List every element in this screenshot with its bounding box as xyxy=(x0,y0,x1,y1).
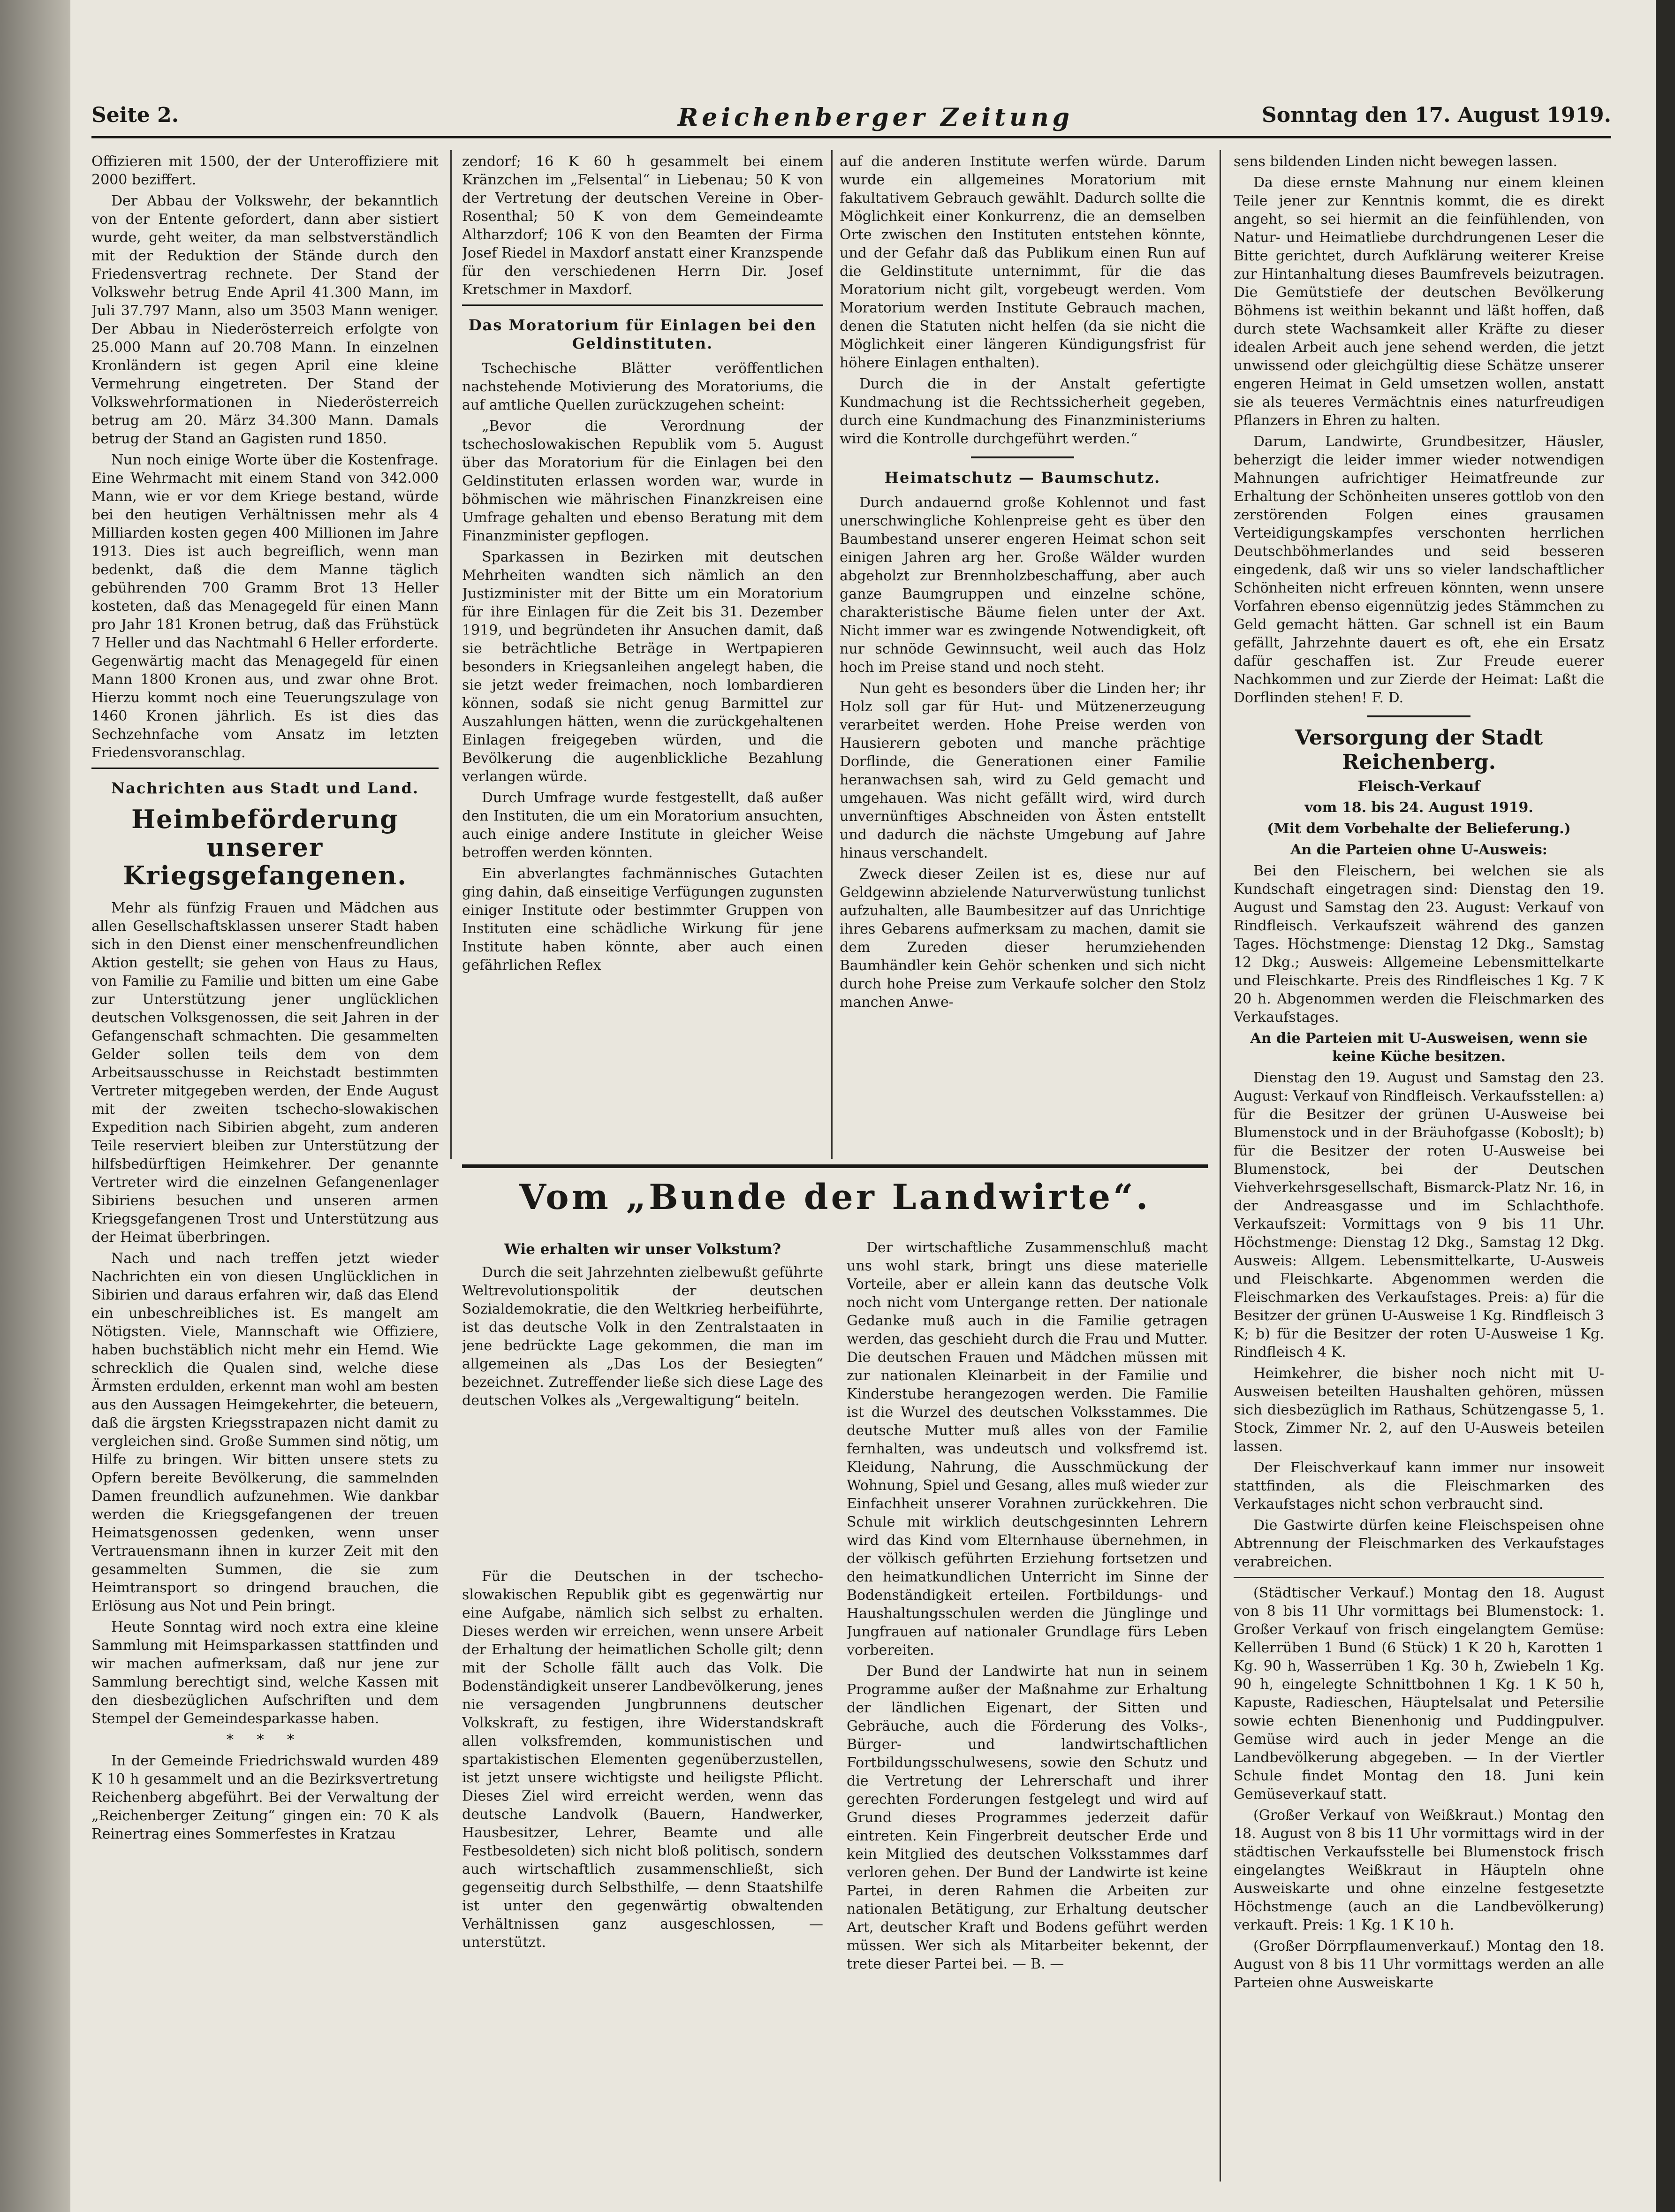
column-3 xyxy=(840,152,1205,1161)
paragraph: (Städtischer Verkauf.) Montag den 18. August von 8 bis 11 Uhr vormittags bei Blumenstock: 1. Großer Verkauf von frisch eingelangtem Gemüse: Kellerrüben 1 Bund (6 Stück) 1 K 20 h, Karotten 1 Kg. 90 h, Wasserrüben 1 Kg. 30 h, Zwiebeln 1 Kg. 90 h, eingelegte Schnittbohnen 1 Kg. 1 K 50 h, Kapuste, Radieschen, Häuptelsalat und Petersilie sowie echten Bienenhonig und Puddingpulver. Gemüse wird auch in jeder Menge an die Landbevölkerung abgegeben. — In der Viertler Schule findet Montag den 18. Juni kein Gemüseverkauf statt. xyxy=(1234,1585,1604,1802)
section-rule xyxy=(971,456,1074,458)
section-rule xyxy=(462,304,823,306)
article-title: Das Moratorium für Einlagen bei den Geldinstituten. xyxy=(468,316,817,352)
blank-space xyxy=(462,1413,823,1567)
column-divider xyxy=(831,150,833,1159)
paragraph: (Großer Dörrpflaumenverkauf.) Montag den 18. August von 8 bis 11 Uhr vormittags werden an alle Parteien ohne Ausweiskarte xyxy=(1234,1938,1604,1991)
page-number: Seite 2. xyxy=(91,103,179,127)
section-rule xyxy=(1234,1577,1604,1578)
paragraph: Zweck dieser Zeilen ist es, diese nur auf Geldgewinn abzielende Naturverwüstung tunlichst aufzuhalten, alle Baumbesitzer auf das Unrichtige ihres Gebarens aufmerksam zu machen, damit sie dem Zureden dieser herumziehenden Baumhändler kein Gehör schenken und sich nicht durch hohe Preise zum Verkaufe solcher den Stolz manchen Anwe- xyxy=(840,866,1205,1011)
paragraph: Darum, Landwirte, Grundbesitzer, Häusler, beherzigt die leider immer wieder notwendigen Mahnungen aufrichtiger Heimatfreunde zur Erhaltung der Schönheiten unseres gottlob von den zerstörenden Folgen eines grausamen Verteidigungskampfes verschonten herrlichen Deutschböhmerlandes und seid besseren eingedenk, daß wir uns so vieler landschaftlicher Schönheiten nicht erfreuen könnten, wenn unsere Vorfahren ebenso eigennützig jedes Stämmchen zu Geld gemacht hätten. Gar schnell ist ein Baum gefällt, Jahrzehnte dauert es oft, ehe ein Ersatz dafür geschaffen ist. Zur Freude euerer Nachkommen und zur Zierde der Heimat: Laßt die Dorflinden stehen! F. D. xyxy=(1234,433,1604,706)
column-divider xyxy=(450,150,452,1159)
paragraph: zendorf; 16 K 60 h gesammelt bei einem Kränzchen im „Felsental“ in Liebenau; 50 K von der Vertretung der deutschen Vereine in Ober-Rosenthal; 50 K von dem Gemeindeamte Altharzdorf; 106 K von den Beamten der Firma Josef Riedel in Maxdorf anstatt einer Kranzspende für den verschiedenen Herrn Dir. Josef Kretschmer in Maxdorf. xyxy=(462,153,823,298)
banner-right-column xyxy=(847,1239,1208,2177)
paragraph: (Großer Verkauf von Weißkraut.) Montag den 18. August von 8 bis 11 Uhr vormittags wird in der städtischen Verkaufsstelle bei Blumenstock frisch eingelangtes Weißkraut in Häupteln ohne Ausweiskarte und ohne einzelne festgesetzte Höchstmenge (auch an die Landbevölkerung) verkauft. Preis: 1 Kg. 1 K 10 h. xyxy=(1234,1807,1604,1933)
paragraph: Der Bund der Landwirte hat nun in seinem Programme außer der Maßnahme zur Erhaltung der ländlichen Eigenart, der Sitten und Gebräuche, auch die Förderung des Volks-, Bürger- und landwirtschaftlichen Fortbildungsschulwesens, sowie den Schutz und die Vertretung der Lehrerschaft und ihrer gerechten Forderungen festgelegt und wird auf Grund dieses Programmes jederzeit dafür eintreten. Kein Fingerbreit deutscher Erde und kein Mitglied des deutschen Volksstammes darf verloren gehen. Der Bund der Landwirte ist keine Partei, in deren Rahmen die Arbeiten zur nationalen Betätigung, zur Erhaltung deutscher Art, deutscher Kraft und Bodens geführt werden müssen. Wer sich als Mitarbeiter bekennt, der trete dieser Partei bei. — B. — xyxy=(847,1663,1208,1972)
subheading: vom 18. bis 24. August 1919. xyxy=(1304,799,1533,816)
paragraph: Sparkassen in Bezirken mit deutschen Mehrheiten wandten sich nämlich an den Justizminister mit der Bitte um ein Moratorium für ihre Einlagen für die Zeit bis 31. Dezember 1919, und begründeten ihr Ansuchen damit, daß sie beträchtliche Beträge in Wertpapieren besonders in Kriegsanleihen angelegt haben, die sie jetzt weder freimachen, noch lombardieren können, sodaß sie nicht genug Barmittel zur Auszahlungen hätten, wenn die zurückgehaltenen Einlagen freigegeben würden, und die Bevölkerung die augenblickliche Bezahlung verlangen würde. xyxy=(462,549,823,785)
paragraph: Nach und nach treffen jetzt wieder Nachrichten ein von diesen Unglücklichen in Sibirien und daraus erfahren wir, daß das Elend ein unbeschreibliches ist. Es mangelt am Nötigsten. Viele, Mannschaft wie Offiziere, haben buchstäblich nicht mehr ein Hemd. Wie schrecklich die Qualen sind, welche diese Ärmsten erdulden, erkennt man wohl am besten aus den Aussagen Heimgekehrter, die beteuern, daß die ärgsten Kriegsstrapazen nicht damit zu vergleichen sind. Große Summen sind nötig, um Hilfe zu bringen. Wir bitten unsere stets zu Opfern bereite Bevölkerung, die sammelnden Damen freundlich aufzunehmen. Wie dankbar werden die Kriegsgefangenen der treuen Heimatsgenossen gedenken, wenn unser Vertrauensmann ihnen in kurzer Zeit mit den gesammelten Summen, die sie zum Heimtransport so dringend brauchen, die Erlösung aus Not und Pein bringt. xyxy=(91,1250,439,1614)
paragraph: Nun geht es besonders über die Linden her; ihr Holz soll gar für Hut- und Mützenerzeugung verarbeitet werden. Hohe Preise werden von Hausierern geboten und manche prächtige Dorflinde, die Generationen einer Familie heranwachsen sah, wird zu Geld gemacht und umgehauen. Was nicht gefällt wird, wird durch unvernünftiges Abschneiden von Ästen entstellt und dadurch die nächste Umgebung auf Jahre hinaus verschandelt. xyxy=(840,680,1205,861)
article-title: Versorgung der Stadt Reichenberg. xyxy=(1295,726,1543,774)
section-rule xyxy=(91,768,439,769)
subheading: Fleisch-Verkauf xyxy=(1357,778,1480,795)
paragraph: Durch die seit Jahrzehnten zielbewußt geführte Weltrevolutionspolitik der deutschen Sozialdemokratie, die den Weltkrieg herbeiführte, ist das deutsche Volk in den Zentralstaaten in jene bedrückte Lage gekommen, die man im allgemeinen als „Das Los der Besiegten“ bezeichnet. Zutreffender ließe sich diese Lage des deutschen Volkes als „Vergewaltigung“ beiteln. xyxy=(462,1264,823,1409)
banner-left-column xyxy=(462,1239,823,2177)
paragraph: Tschechische Blätter veröffentlichen nachstehende Motivierung des Moratoriums, die auf amtliche Quellen zurückzugehen scheint: xyxy=(462,360,823,413)
subheading: An die Parteien ohne U-Ausweis: xyxy=(1290,842,1547,858)
paragraph: In der Gemeinde Friedrichswald wurden 489 K 10 h gesammelt und an die Bezirksvertretung Reichenberg abgeführt. Bei der Verwaltung der „Reichenberger Zeitung“ gingen ein: 70 K als Reinertrag eines Sommerfestes in Kratzau xyxy=(91,1753,439,1842)
issue-date: Sonntag den 17. August 1919. xyxy=(1261,103,1611,127)
column-1 xyxy=(91,152,439,2184)
paragraph: Bei den Fleischern, bei welchen sie als Kundschaft eingetragen sind: Dienstag den 19. August und Samstag den 23. August: Verkauf von Rindfleisch. Verkaufszeit während des ganzen Tages. Höchstmenge: Dienstag 12 Dkg., Samstag 12 Dkg.; Ausweis: Allgemeine Lebensmittelkarte und Fleischkarte. Preis des Rindfleisches 1 Kg. 7 K 20 h. Abgenommen werden die Fleischmarken des Verkaufstages. xyxy=(1234,863,1604,1026)
paragraph: Durch andauernd große Kohlennot und fast unerschwingliche Kohlenpreise geht es über den Baumbestand unserer engeren Heimat schon seit einigen Jahren arg her. Große Wälder wurden abgeholzt zur Brennholzbeschaffung, aber auch ganze Baumgruppen und einzelne schöne, charakteristische Bäume fielen unter der Axt. Nicht immer war es zwingende Notwendigkeit, oft nur schnöde Gewinnsucht, weil auch das Holz hoch im Preise stand und noch steht. xyxy=(840,494,1205,676)
paragraph: Mehr als fünfzig Frauen und Mädchen aus allen Gesellschaftsklassen unserer Stadt haben sich in den Dienst einer menschenfreundlichen Aktion gestellt; sie gehen von Haus zu Haus, von Familie zu Familie und bitten um eine Gabe zur Unterstützung jener unglücklichen deutschen Volksgenossen, die seit Jahren in der Gefangenschaft schmachten. Die gesammelten Gelder sollen teils dem von dem Arbeitsausschusse in Reichstadt bestimmten Vertreter mitgegeben werden, der Ende August mit der zweiten tschecho-slowakischen Expedition nach Sibirien abgeht, zum anderen Teile reserviert bleiben zur Unterstützung der hilfsbedürftigen Heimkehrer. Der genannte Vertreter wird die einzelnen Gefangenenlager Sibiriens besuchen und unseren armen Kriegsgefangenen Trost und Unterstützung aus der Heimat überbringen. xyxy=(91,900,439,1246)
paragraph: „Bevor die Verordnung der tschechoslowakischen Republik vom 5. August über das Moratorium für die Einlagen bei den Geldinstituten erlassen worden war, wurde in böhmischen wie mährischen Finanzkreisen eine Umfrage gehalten und ebenso Beratung mit dem Finanzminister gepflogen. xyxy=(462,418,823,544)
subheading: An die Parteien mit U-Ausweisen, wenn sie keine Küche besitzen. xyxy=(1250,1030,1588,1065)
column-4 xyxy=(1234,152,1604,2184)
paragraph: Nun noch einige Worte über die Kostenfrage. Eine Wehrmacht mit einem Stand von 342.000 Mann, wie er vor dem Kriege bestand, würde bei den heutigen Verhältnissen mehr als 4 Milliarden kosten gegen 400 Millionen im Jahre 1913. Dies ist auch begreiflich, wenn man bedenkt, daß die dem Manne täglich gebührenden 700 Gramm Brot 13 Heller kosteten, daß das Menagegeld für einen Mann pro Jahr 181 Kronen betrug, daß das Frühstück 7 Heller und das Nachtmahl 6 Heller erforderte. Gegenwärtig macht das Menagegeld für einen Mann 1800 Kronen aus, und zwar ohne Brot. Hierzu kommt noch eine Teuerungszulage von 1460 Kronen jährlich. Es ist dies das Sechzehnfache vom Ansatz im letzten Friedensvoranschlag. xyxy=(91,452,439,761)
section-rule xyxy=(1367,715,1470,717)
paragraph: Da diese ernste Mahnung nur einem kleinen Teile jener zur Kenntnis kommt, die es direkt angeht, so sei hiermit an die feinfühlenden, von Natur- und Heimatliebe durchdrungenen Leser die Bitte gerichtet, durch Aufklärung weiterer Kreise zur Hintanhaltung dieses Baumfrevels beizutragen. Die Gemütstiefe der deutschen Bevölkerung Böhmens ist weithin bekannt und läßt hoffen, daß durch stete Wachsamkeit aller Kräfte zu dieser idealen Arbeit auch jene sehend werden, die jetzt unwissend oder gleichgültig diese Schätze unserer engeren Heimat in Geld umsetzen wollen, anstatt sie als teueres Vermächtnis eines naturfreudigen Pflanzers in Ehren zu halten. xyxy=(1234,175,1604,429)
column-2 xyxy=(462,152,823,1161)
paragraph: Die Gastwirte dürfen keine Fleischspeisen ohne Abtrennung der Fleischmarken des Verkaufstages verabreichen. xyxy=(1234,1517,1604,1570)
paragraph: Heimkehrer, die bisher noch nicht mit U-Ausweisen beteilten Haushalten gehören, müssen sich diesbezüglich im Rathaus, Schützengasse 5, 1. Stock, Zimmer Nr. 2, auf den U-Ausweis beteilen lassen. xyxy=(1234,1365,1604,1455)
banner-title: Vom „Bunde der Landwirte“. xyxy=(519,1177,1151,1217)
paragraph: Dienstag den 19. August und Samstag den 23. August: Verkauf von Rindfleisch. Verkaufsstellen: a) für die Besitzer der grünen U-Ausweise bei Blumenstock und in der Bräuhofgasse (Koboslt); b) für die Besitzer der roten U-Ausweise bei Blumenstock, bei der Deutschen Viehverkehrsgesellschaft, Bismarck-Platz Nr. 16, in der Andreasgasse und im Schlachthofe. Verkaufszeit: Vormittags von 9 bis 11 Uhr. Höchstmenge: Dienstag 12 Dkg., Samstag 12 Dkg. Ausweis: Allgem. Lebensmittelkarte, U-Ausweis und Fleischkarte. Abgenommen werden die Fleischmarken des Verkaufstages. Preis: a) für die Besitzer der grünen U-Ausweise 1 Kg. Rindfleisch 3 K; b) für die Besitzer der roten U-Ausweise 1 Kg. Rindfleisch 4 K. xyxy=(1234,1070,1604,1361)
paragraph: Heute Sonntag wird noch extra eine kleine Sammlung mit Heimsparkassen stattfinden und wir machen aufmerksam, daß nur jene zur Sammlung berechtigt sind, welche Kassen mit den diesbezüglichen Aufschriften und dem Stempel der Gemeindesparkasse haben. xyxy=(91,1619,439,1727)
paragraph: Der wirtschaftliche Zusammenschluß macht uns wohl stark, bringt uns diese materielle Vorteile, aber er allein kann das deutsche Volk noch nicht vom Untergange retten. Der nationale Gedanke muß auch in die Familie getragen werden, das geschieht durch die Frau und Mutter. Die deutschen Frauen und Mädchen müssen mit zur nationalen Kleinarbeit in der Familie und Kinderstube herangezogen werden. Die Familie ist die Wurzel des deutschen Volksstammes. Die deutsche Mutter muß alles von der Familie fernhalten, was undeutsch und volksfremd ist. Kleidung, Nahrung, die Ausschmückung der Wohnung, Spiel und Gesang, alles muß wieder zur Einfachheit unserer Vorahnen zurückkehren. Die Schule mit wirklich deutschgesinnten Lehrern wird das Kind vom Elternhause übernehmen, in der völkisch geführten Erziehung fortsetzen und den heimatkundlichen Unterricht im Sinne der Bodenständigkeit erteilen. Fortbildungs- und Haushaltungsschulen werden die Jünglinge und Jungfrauen auf nationaler Grundlage fürs Leben vorbereiten. xyxy=(847,1239,1208,1658)
article-subtitle: Wie erhalten wir unser Volkstum? xyxy=(504,1241,781,1258)
section-heading: Nachrichten aus Stadt und Land. xyxy=(111,779,419,797)
paragraph: sens bildenden Linden nicht bewegen lassen. xyxy=(1234,153,1558,170)
paragraph: Ein abverlangtes fachmännisches Gutachten ging dahin, daß einseitige Verfügungen zugunsten einiger Institute oder bestimmter Gruppen von Instituten eine schädliche Wirkung für jene Institute haben könnte, aber auch einen gefährlichen Reflex xyxy=(462,866,823,973)
scan-left-edge xyxy=(0,0,70,2212)
article-title: Heimbeförderung unserer Kriegsgefangenen. xyxy=(123,804,407,890)
paragraph: Durch die in der Anstalt gefertigte Kundmachung ist die Rechtssicherheit gegeben, durch eine Kundmachung des Finanzministeriums wird die Kontrolle durchgeführt werden.“ xyxy=(840,376,1205,447)
column-divider xyxy=(1220,150,1221,2182)
page-header xyxy=(91,94,1611,138)
article-bund-der-landwirte xyxy=(462,1168,1208,2182)
subheading: (Mit dem Vorbehalte der Belieferung.) xyxy=(1267,821,1571,837)
paragraph: Der Abbau der Volkswehr, der bekanntlich von der Entente gefordert, dann aber sistiert wurde, geht weiter, da man selbstverständlich mit der Reduktion der Stände durch den Friedensvertrag rechnete. Der Stand der Volkswehr betrug Ende April 41.300 Mann, im Juli 37.797 Mann, also um 3503 Mann weniger. Der Abbau in Niederösterreich erfolgte von 25.000 Mann auf 20.708 Mann. In einzelnen Kronländern ist gegen April eine kleine Vermehrung eingetreten. Der Stand der Volkswehrformationen in Niederösterreich betrug am 20. März 34.300 Mann. Damals betrug der Stand an Gagisten rund 1850. xyxy=(91,193,439,447)
paragraph: Für die Deutschen in der tschecho-slowakischen Republik gibt es gegenwärtig nur eine Aufgabe, nämlich sich selbst zu erhalten. Dieses werden wir erreichen, wenn unsere Arbeit der Erhaltung der heimatlichen Scholle gilt; denn mit der Scholle fällt auch das Volk. Die Bodenständigkeit unserer Landbevölkerung, jenes nie versagenden Jungbrunnens deutscher Volkskraft, zu festigen, ihre Widerstandskraft allen volksfremden, kommunistischen und spartakistischen Elementen gegenüberzustellen, ist jetzt unsere wichtigste und heiligste Pflicht. Dieses Ziel wird erreicht werden, wenn das deutsche Landvolk (Bauern, Handwerker, Hausbesitzer, Lehrer, Beamte und alle Festbesoldeten) sich nicht bloß politisch, sondern auch wirtschaftlich zusammenschließt, sich gegenseitig durch Selbsthilfe, — denn Staatshilfe ist unter den gegenwärtig obwaltenden Verhältnissen ganz ausgeschlossen, — unterstützt. xyxy=(462,1568,823,1951)
scan-right-edge xyxy=(1656,0,1675,2212)
paragraph: Der Fleischverkauf kann immer nur insoweit stattfinden, als die Fleischmarken des Verkaufstages nicht schon verbraucht sind. xyxy=(1234,1459,1604,1513)
article-title: Heimatschutz — Baumschutz. xyxy=(884,469,1161,486)
paragraph: Offizieren mit 1500, der der Unteroffiziere mit 2000 beziffert. xyxy=(91,153,439,188)
banner-rule xyxy=(462,1164,1208,1168)
newspaper-name: Reichenberger Zeitung xyxy=(678,103,1073,132)
paragraph: Durch Umfrage wurde festgestellt, daß außer den Instituten, die um ein Moratorium ansuchten, auch einige andere Institute in gleicher Weise betroffen werden könnten. xyxy=(462,790,823,861)
separator-stars: * * * xyxy=(226,1732,304,1748)
paragraph: auf die anderen Institute werfen würde. Darum wurde ein allgemeines Moratorium mit fakultativem Gebrauch gewählt. Dadurch sollte die Möglichkeit einer Konkurrenz, die an demselben Orte zwischen den Instituten entstehen könnte, und der Gefahr daß das Publikum einen Run auf die Geldinstitute unternimmt, für die das Moratorium nicht gilt, vorgebeugt werden. Vom Moratorium werden Institute Gebrauch machen, denen die Statuten nicht helfen (da sie nicht die Möglichkeit einer längeren Kündigungsfrist für höhere Einlagen enthalten). xyxy=(840,153,1205,371)
